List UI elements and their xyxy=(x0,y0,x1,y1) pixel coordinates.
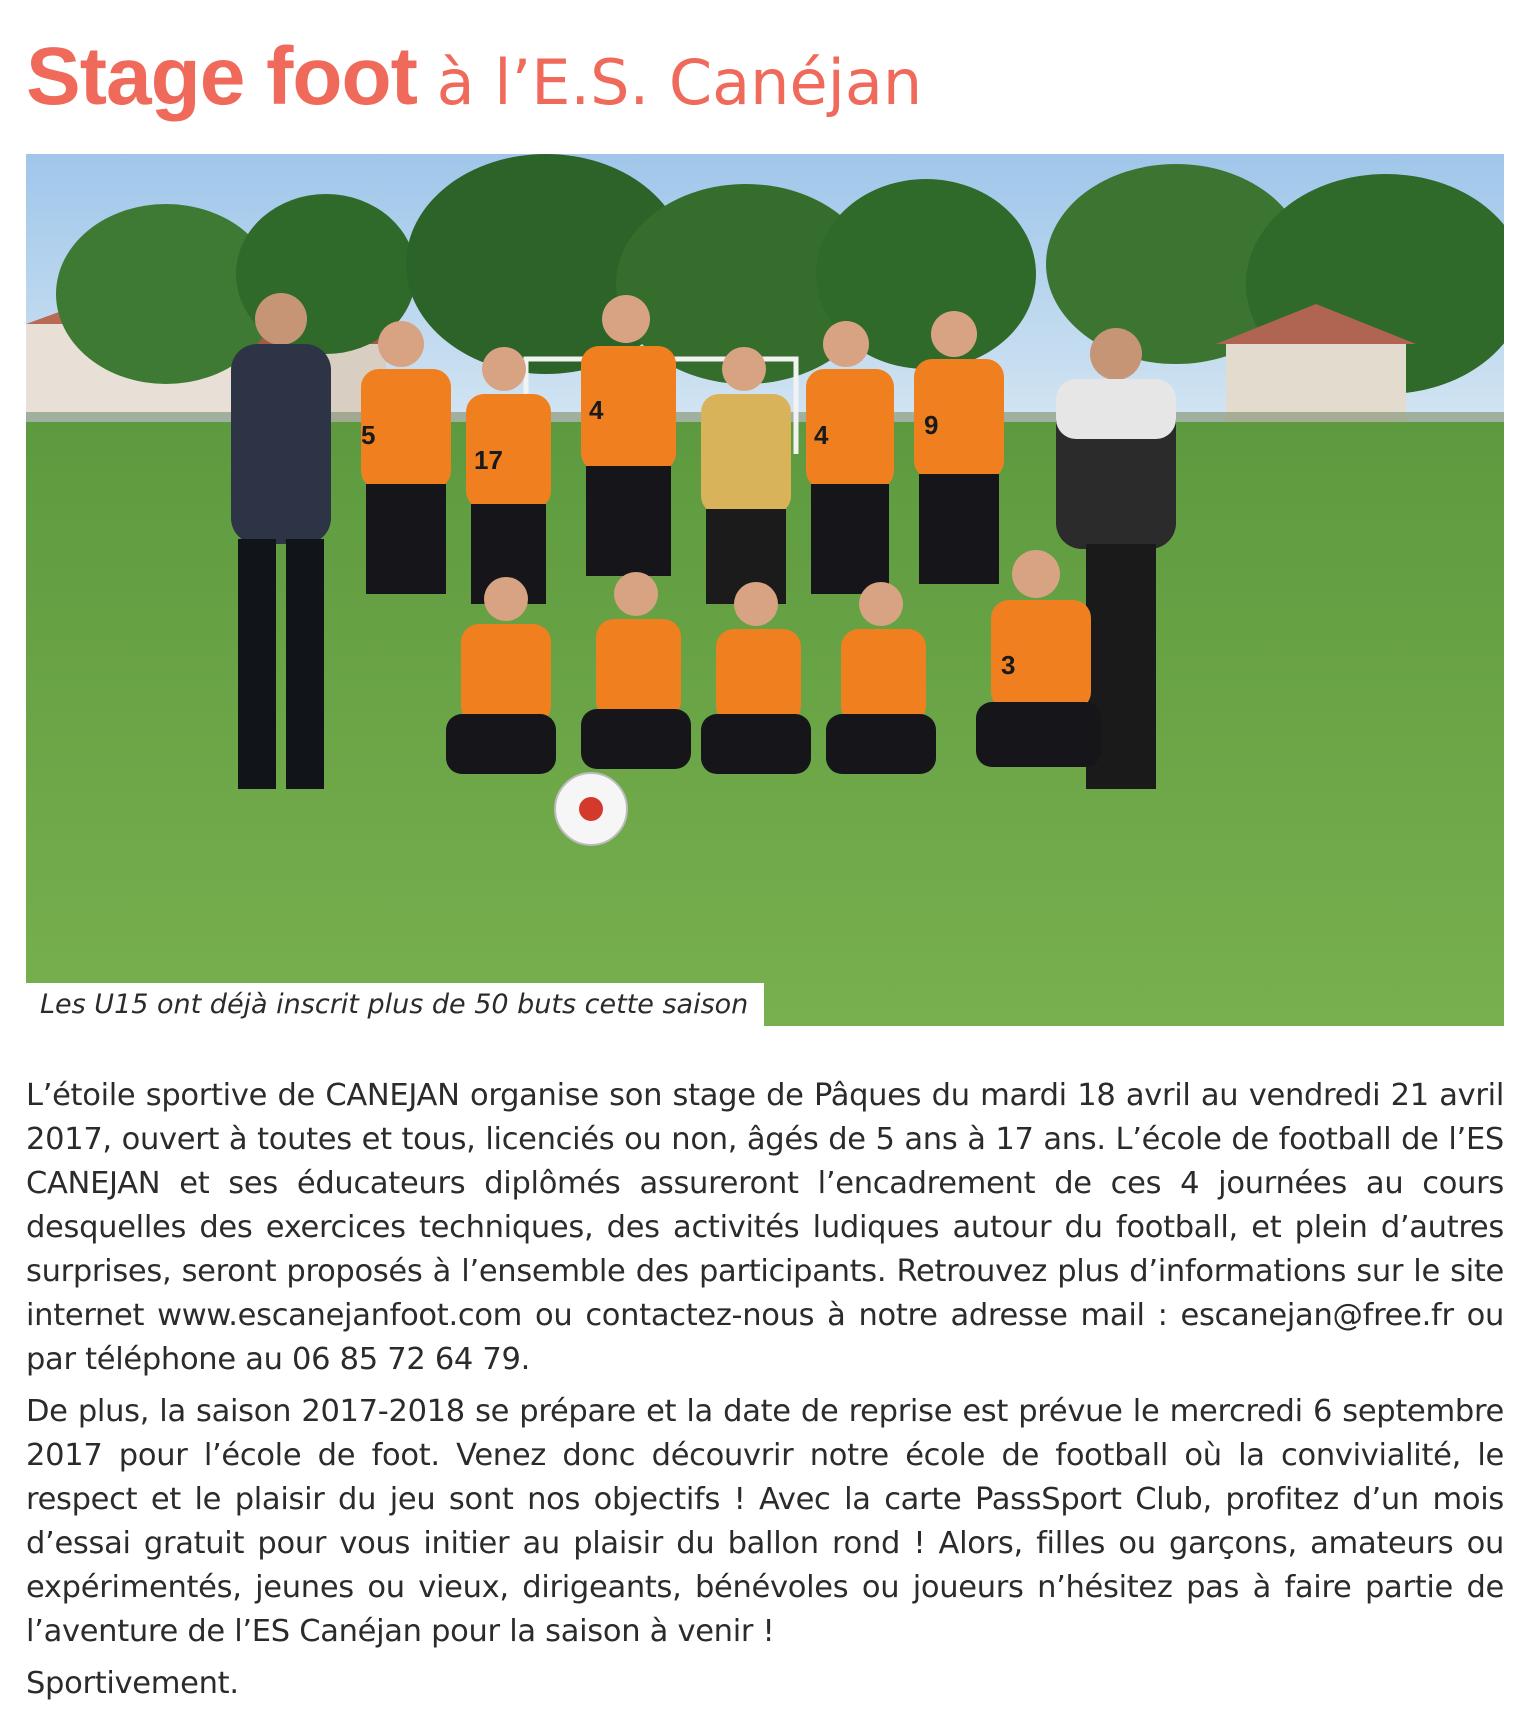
team-photo xyxy=(26,154,1504,1026)
jersey-number: 3 xyxy=(1001,650,1016,680)
photo-caption: Les U15 ont déjà inscrit plus de 50 buts cette saison xyxy=(26,983,764,1026)
signoff: Sportivement. xyxy=(26,1666,239,1701)
jersey-number: 4 xyxy=(814,420,829,450)
body-paragraph: L’étoile sportive de CANEJAN organise son stage de Pâques du mardi 18 avril au vendredi 21 avril 2017, ouvert à toutes et tous, licenciés ou non, âgés de 5 ans à 17 ans. L’école de football de l’ES CANEJAN et ses éducateurs diplômés assureront l’encadrement de ces 4 journées au cours desquelles des exercices techniques, des activités ludiques autour du football, et plein d’autres surprises, seront proposés à l’ensemble des participants. Retrouvez plus d’informations sur le site internet www.escanejanfoot.com ou contactez-nous à notre adresse mail : escanejan@free.fr ou par téléphone au 06 85 72 64 79. xyxy=(26,1078,1504,1377)
jersey-number: 17 xyxy=(474,445,503,475)
title-rest: à l’E.S. Canéjan xyxy=(416,46,923,119)
football xyxy=(555,773,627,845)
team-photo-illustration xyxy=(26,154,1504,1026)
jersey-number: 5 xyxy=(361,420,376,450)
jersey-number: 9 xyxy=(924,410,939,440)
title-bold: Stage foot xyxy=(26,31,417,122)
body-paragraph: De plus, la saison 2017-2018 se prépare et la date de reprise est prévue le mercredi 6 septembre 2017 pour l’école de foot. Venez donc découvrir notre école de football où la convivialité, le respect et le plaisir du jeu sont nos objectifs ! Avec la carte PassSport Club, profitez d’un mois d’essai gratuit pour vous initier au plaisir du ballon rond ! Alors, filles ou garçons, amateurs ou expérimentés, jeunes ou vieux, dirigeants, bénévoles ou joueurs n’hésitez pas à faire partie de l’aventure de l’ES Canéjan pour la saison à venir ! xyxy=(26,1394,1504,1649)
article-body xyxy=(26,1074,1504,1714)
jersey-number: 4 xyxy=(589,395,604,425)
article-title xyxy=(26,31,923,122)
